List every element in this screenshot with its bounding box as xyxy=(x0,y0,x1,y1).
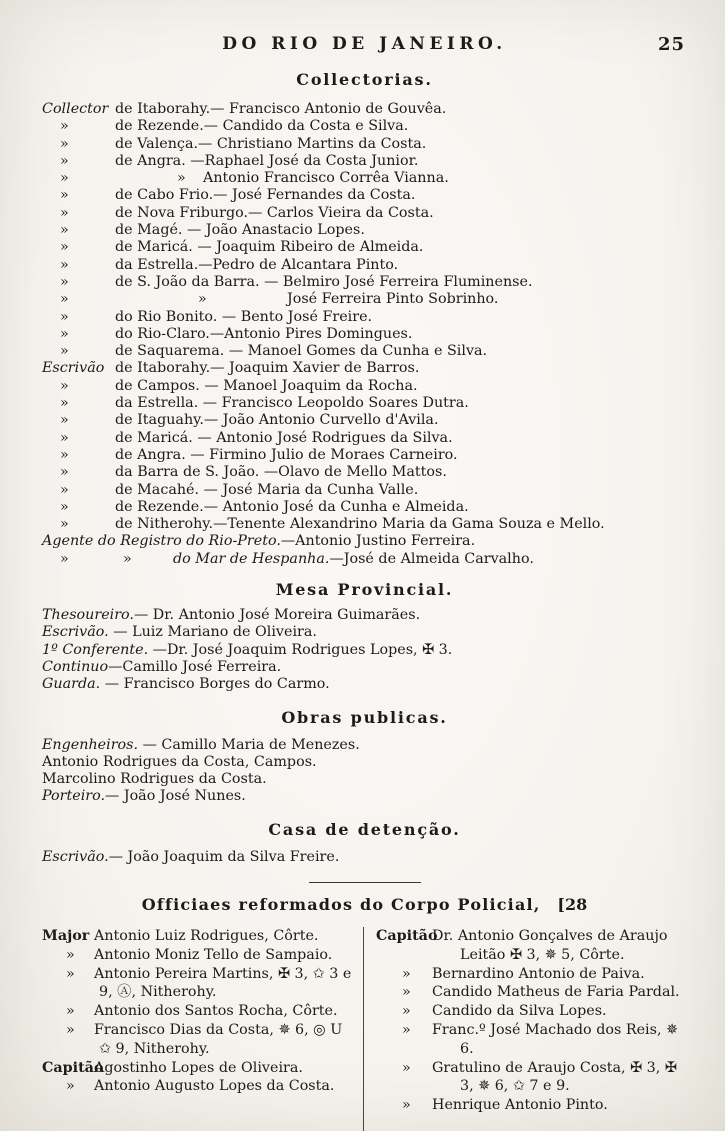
rank-label: Major xyxy=(42,927,90,944)
text-segment: de Nitherohy.—Tenente Alexandrino Maria da Gama Souza e Mello. xyxy=(115,516,605,533)
text-segment: de Angra. — Firmino Julio de Moraes Carneiro. xyxy=(115,446,458,463)
entry-line xyxy=(42,257,687,274)
text-segment: —José de Almeida Carvalho. xyxy=(329,550,534,567)
officer-name: Antonio Luiz Rodrigues, Côrte. xyxy=(94,927,319,944)
entry-line xyxy=(42,737,687,754)
text-segment: de Itaborahy.— Joaquim Xavier de Barros. xyxy=(115,360,420,377)
obras-publicas-list xyxy=(42,737,687,806)
text-segment: — Francisco Borges do Carmo. xyxy=(100,676,330,693)
entry-line xyxy=(42,101,687,118)
text-segment: do Mar de Hespanha. xyxy=(173,550,330,567)
officer-name: Gratulino de Araujo Costa, ✠ 3, ✠ 3, ✵ 6, ✩ 7 e 9. xyxy=(432,1059,677,1095)
ditto-mark: » xyxy=(60,446,69,463)
ditto-mark: » xyxy=(60,550,69,567)
rank-label: Capitão xyxy=(42,1059,104,1076)
ditto-mark: » xyxy=(402,965,411,982)
officer-name: Antonio Moniz Tello de Sampaio. xyxy=(94,946,333,963)
entry-line xyxy=(42,533,687,550)
text-segment: —Antonio Justino Ferreira. xyxy=(280,533,476,550)
officer-entry xyxy=(42,1002,355,1021)
section-title-obras-publicas: Obras publicas. xyxy=(281,707,448,727)
entry-line xyxy=(42,771,687,788)
section-divider-rule xyxy=(309,882,421,883)
ditto-mark: » xyxy=(60,291,69,308)
entry-line xyxy=(42,447,687,464)
entry-line xyxy=(42,464,687,481)
section-title-officiaes xyxy=(42,895,687,914)
section-title-collectorias: Collectorias. xyxy=(296,70,433,89)
officer-name: Francisco Dias da Costa, ✵ 6, ◎ U ✩ 9, Nitherohy. xyxy=(94,1021,343,1057)
ditto-mark: » xyxy=(66,1021,75,1038)
entry-line xyxy=(42,849,687,866)
text-segment: da Barra de S. João. —Olavo de Mello Mattos. xyxy=(115,464,447,481)
section-title-casa-detencao: Casa de detenção. xyxy=(268,819,461,839)
text-segment: — Luiz Mariano de Oliveira. xyxy=(108,624,317,641)
entry-line xyxy=(42,624,687,641)
page-number: 25 xyxy=(657,34,685,55)
entry-line xyxy=(42,430,687,447)
ditto-mark: » xyxy=(60,308,69,325)
ditto-mark: » xyxy=(60,464,69,481)
text-segment: de Maricá. — Antonio José Rodrigues da Silva. xyxy=(115,429,453,446)
ditto-mark: » xyxy=(60,343,69,360)
entry-line xyxy=(42,291,687,308)
officer-name: Antonio Augusto Lopes da Costa. xyxy=(94,1078,335,1095)
text-segment: de Campos. — Manoel Joaquim da Rocha. xyxy=(115,377,418,394)
text-segment: do Rio Bonito. — Bento José Freire. xyxy=(115,308,373,325)
text-segment: Continuo xyxy=(42,658,109,675)
ditto-mark: » xyxy=(123,550,132,567)
officer-name: Bernardino Antonio de Paiva. xyxy=(432,965,645,982)
officer-entry xyxy=(376,965,687,984)
text-segment: da Estrella. — Francisco Leopoldo Soares Dutra. xyxy=(115,395,469,412)
ditto-mark: » xyxy=(60,204,69,221)
ditto-mark: » xyxy=(402,984,411,1001)
ditto-mark: » xyxy=(60,152,69,169)
ditto-mark: » xyxy=(60,395,69,412)
ditto-mark: » xyxy=(60,498,69,515)
ditto-mark: » xyxy=(402,1097,411,1114)
ditto-mark: » xyxy=(60,325,69,342)
entry-line xyxy=(42,659,687,676)
entry-line xyxy=(42,788,687,805)
text-segment: de Cabo Frio.— José Fernandes da Costa. xyxy=(115,187,416,204)
ditto-mark: » xyxy=(60,135,69,152)
entry-line xyxy=(42,239,687,256)
entry-line xyxy=(42,395,687,412)
officer-entry xyxy=(376,1002,687,1021)
entry-line xyxy=(42,309,687,326)
text-segment: — Dr. Antonio José Moreira Guimarães. xyxy=(133,607,421,624)
text-segment: — João José Nunes. xyxy=(105,788,246,805)
entry-line xyxy=(42,499,687,516)
officer-name: Dr. Antonio Gonçalves de Araujo Leitão ✠ 3, ✵ 5, Côrte. xyxy=(432,927,668,963)
mesa-provincial-list xyxy=(42,607,687,693)
entry-line xyxy=(42,412,687,429)
text-segment: de Itaborahy.— Francisco Antonio de Gouvêa. xyxy=(115,101,447,117)
ditto-mark: » xyxy=(60,412,69,429)
text-segment: —Dr. José Joaquim Rodrigues Lopes, ✠ 3. xyxy=(148,641,453,658)
entry-line xyxy=(42,482,687,499)
text-segment: da Estrella.—Pedro de Alcantara Pinto. xyxy=(115,256,399,273)
ditto-mark: » xyxy=(60,187,69,204)
officer-entry xyxy=(42,1059,355,1078)
text-segment: — João Joaquim da Silva Freire. xyxy=(108,848,340,865)
ditto-mark: » xyxy=(198,291,207,308)
ditto-mark: » xyxy=(66,946,75,963)
text-segment: Porteiro. xyxy=(42,788,105,805)
ditto-mark: » xyxy=(60,516,69,533)
collectorias-list xyxy=(42,101,687,568)
officer-name: Candido da Silva Lopes. xyxy=(432,1003,607,1020)
officiaes-columns xyxy=(42,927,687,1131)
entry-line xyxy=(42,205,687,222)
text-segment: —Camillo José Ferreira. xyxy=(108,658,282,675)
entry-line xyxy=(42,222,687,239)
running-title: DO RIO DE JANEIRO. xyxy=(222,34,507,54)
text-segment: Escrivão xyxy=(42,360,105,377)
printer-signature-mark: [28 xyxy=(557,894,588,914)
text-segment: — Camillo Maria de Menezes. xyxy=(138,736,360,753)
ditto-mark: » xyxy=(66,1078,75,1095)
officer-name: Franc.º José Machado dos Reis, ✵ 6. xyxy=(432,1021,679,1057)
text-segment: Marcolino Rodrigues da Costa. xyxy=(42,771,267,788)
text-segment: Thesoureiro. xyxy=(42,607,134,624)
officer-entry xyxy=(42,965,355,1003)
text-segment: Escrivão. xyxy=(42,848,109,865)
text-segment: de Angra. —Raphael José da Costa Junior. xyxy=(115,152,419,169)
text-segment: José Ferreira Pinto Sobrinho. xyxy=(287,291,499,308)
ditto-mark: » xyxy=(60,481,69,498)
text-segment: de Itaguahy.— João Antonio Curvello d'Avila. xyxy=(115,412,439,429)
officer-entry xyxy=(376,983,687,1002)
officer-entry xyxy=(42,1021,355,1059)
text-segment: de Magé. — João Anastacio Lopes. xyxy=(115,222,365,239)
ditto-mark: » xyxy=(60,222,69,239)
officer-name: Antonio dos Santos Rocha, Côrte. xyxy=(94,1003,338,1020)
ditto-mark: » xyxy=(60,256,69,273)
ditto-mark: » xyxy=(60,377,69,394)
ditto-mark: » xyxy=(60,118,69,135)
text-segment: de Valença.— Christiano Martins da Costa. xyxy=(115,135,427,152)
page-header xyxy=(42,34,687,56)
ditto-mark: » xyxy=(60,429,69,446)
entry-line xyxy=(42,170,687,187)
ditto-mark: » xyxy=(402,1059,411,1076)
entry-line xyxy=(42,343,687,360)
entry-line xyxy=(42,516,687,533)
ditto-mark: » xyxy=(60,239,69,256)
ditto-mark: » xyxy=(66,1003,75,1020)
entry-line xyxy=(42,642,687,659)
rank-label: Capitão xyxy=(376,927,438,944)
officer-entry xyxy=(42,946,355,965)
officer-entry xyxy=(376,1059,687,1097)
text-segment: Guarda. xyxy=(42,676,101,693)
entry-line xyxy=(42,187,687,204)
entry-line xyxy=(42,153,687,170)
ditto-mark: » xyxy=(402,1003,411,1020)
text-segment: Antonio Rodrigues da Costa, Campos. xyxy=(42,753,317,770)
text-segment: de Rezende.— Candido da Costa e Silva. xyxy=(115,118,409,135)
ditto-mark: » xyxy=(66,965,75,982)
text-segment: Collector xyxy=(42,101,109,117)
text-segment: Agente do Registro do Rio-Preto. xyxy=(42,533,281,550)
ditto-mark: » xyxy=(177,170,186,187)
ditto-mark: » xyxy=(60,273,69,290)
text-segment: de Macahé. — José Maria da Cunha Valle. xyxy=(115,481,419,498)
officer-entry xyxy=(376,1021,687,1059)
officer-entry xyxy=(376,1096,687,1115)
officer-entry xyxy=(42,927,355,946)
entry-line xyxy=(42,551,687,568)
officer-entry xyxy=(376,927,687,965)
entry-line xyxy=(42,136,687,153)
entry-line xyxy=(42,607,687,624)
text-segment: de Nova Friburgo.— Carlos Vieira da Costa. xyxy=(115,204,434,221)
officer-name: Agostinho Lopes de Oliveira. xyxy=(94,1059,303,1076)
entry-line xyxy=(42,378,687,395)
text-segment: de S. João da Barra. — Belmiro José Ferreira Fluminense. xyxy=(115,273,533,290)
officer-name: Henrique Antonio Pinto. xyxy=(432,1097,608,1114)
entry-line xyxy=(42,326,687,343)
text-segment: de Maricá. — Joaquim Ribeiro de Almeida. xyxy=(115,239,424,256)
officer-name: Antonio Pereira Martins, ✠ 3, ✩ 3 e 9, Ⓐ, Nitherohy. xyxy=(94,965,352,1001)
ditto-mark: » xyxy=(402,1021,411,1038)
text-segment: 1º Conferente. xyxy=(42,641,149,658)
ditto-mark: » xyxy=(60,170,69,187)
section-title-mesa-provincial: Mesa Provincial. xyxy=(275,580,454,600)
entry-line xyxy=(42,754,687,771)
text-segment: Escrivão. xyxy=(42,624,109,641)
entry-line xyxy=(42,118,687,135)
text-segment: Engenheiros. xyxy=(42,736,139,753)
entry-line xyxy=(42,676,687,693)
casa-detencao-list xyxy=(42,849,687,866)
text-segment: de Rezende.— Antonio José da Cunha e Almeida. xyxy=(115,498,469,515)
officer-name: Candido Matheus de Faria Pardal. xyxy=(432,984,680,1001)
text-segment: do Rio-Claro.—Antonio Pires Domingues. xyxy=(115,325,413,342)
officer-entry xyxy=(42,1077,355,1096)
text-segment: Antonio Francisco Corrêa Vianna. xyxy=(203,170,449,187)
officiaes-title-text: Officiaes reformados do Corpo Policial, xyxy=(141,894,541,914)
entry-line xyxy=(42,360,687,377)
officiaes-right-column xyxy=(364,927,687,1131)
officiaes-left-column xyxy=(42,927,364,1131)
text-segment: de Saquarema. — Manoel Gomes da Cunha e Silva. xyxy=(115,343,488,360)
entry-line xyxy=(42,274,687,291)
